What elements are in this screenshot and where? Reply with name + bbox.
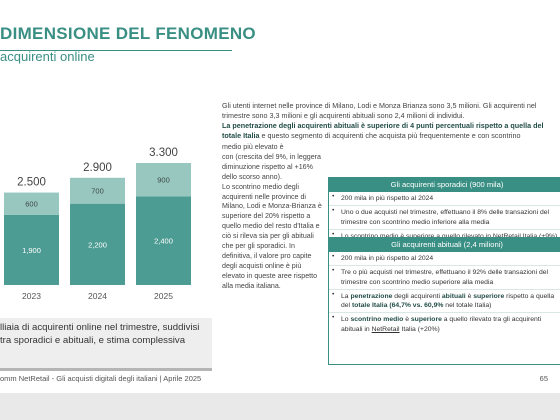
footer-source: omm NetRetail - Gli acquisti digitali degli italiani | Aprile 2025 <box>0 374 202 383</box>
chart-caption-box <box>0 318 212 371</box>
habitual-item-4-d: superiore <box>410 316 442 324</box>
habitual-item-4-e: a quello rilevato tra gli acquirenti abituali in <box>341 316 542 333</box>
habitual-item-3-c: degli acquirenti <box>392 292 442 300</box>
habitual-item-4-c: è <box>403 316 411 324</box>
growth-line-1: medio più elevato è <box>222 143 284 151</box>
page-number: 65 <box>539 374 548 383</box>
intro-line-3: La penetrazione degli acquirenti abituali è superiore di 4 punti percentuali rispetto a quella del <box>222 121 544 130</box>
habitual-item-3-f: superiore <box>473 292 505 300</box>
sporadic-buyers-header: Gli acquirenti sporadici (900 mila) <box>329 178 560 192</box>
bar-value-label-2023-0: 1,900 <box>22 245 41 255</box>
intro-line-4-bold: totale Italia <box>222 131 260 140</box>
growth-line-4: Lo scontrino medio degli acquirenti nelle province di Milano, Lodi e Monza-Brianza è superiore del 20% rispetto a quello medio del resto d'Italia e ciò si rileva sia per gli abituali che per gli sporadici. In definitiva, il valore pro capite degli acquisti online è più elevato in queste aree rispetto alla media italiana. <box>222 182 322 290</box>
x-tick-label-2025: 2025 <box>154 291 173 301</box>
stacked-bar-chart <box>0 120 200 315</box>
bar-total-label-2024: 2.900 <box>83 161 112 174</box>
page-subtitle: acquirenti online <box>0 49 95 64</box>
habitual-item-1: • 200 mila in più rispetto al 2024 <box>329 252 560 266</box>
bar-value-label-2023-1: 600 <box>25 199 38 209</box>
habitual-item-4-g: Italia (+20%) <box>399 325 440 333</box>
bar-value-label-2025-1: 900 <box>157 175 170 185</box>
intro-text <box>222 101 560 141</box>
bar-value-label-2024-1: 700 <box>91 186 104 196</box>
habitual-item-3-i: nel totale Italia) <box>443 302 492 310</box>
chart-caption: lliaia di acquirenti online nel trimestre, suddivisi tra sporadici e abituali, e stima complessiva <box>0 322 200 346</box>
habitual-item-4 <box>329 313 560 336</box>
habitual-item-3-a: La <box>341 292 351 300</box>
x-tick-label-2024: 2024 <box>88 291 107 301</box>
sporadic-item-2: • Uno o due acquisti nel trimestre, effettuano il 8% delle transazioni del trimestre con scontrino medio inferiore alla media <box>329 206 560 230</box>
bottom-strip <box>0 393 560 420</box>
habitual-item-3-g: rispetto a quella del <box>341 292 555 310</box>
bar-value-label-2025-0: 2,400 <box>154 236 173 246</box>
bar-total-label-2023: 2.500 <box>17 176 46 189</box>
growth-text <box>222 143 322 292</box>
habitual-item-2: • Tre o più acquisti nel trimestre, effettuano il 92% delle transazioni del trimestre con scontrino medio superiore alla media <box>329 266 560 290</box>
habitual-item-4-b: scontrino medio <box>350 316 404 324</box>
habitual-netretail-link: NetRetail <box>371 325 400 333</box>
habitual-item-3-b: penetrazione <box>350 292 393 300</box>
intro-line-1: Gli utenti internet nelle province di Milano, Lodi e Monza Brianza sono 3,5 milioni. Gli acquirenti nel <box>222 101 537 110</box>
growth-line-3: con (crescita del 9%, in leggera diminuzione rispetto al +16% dello scorso anno). <box>222 152 321 181</box>
x-tick-label-2023: 2023 <box>22 291 41 301</box>
sporadic-item-1: • 200 mila in più rispetto al 2024 <box>329 192 560 206</box>
page-title: DIMENSIONE DEL FENOMENO <box>0 24 256 43</box>
bar-value-label-2024-0: 2,200 <box>88 240 107 250</box>
habitual-item-3-e: è <box>465 292 474 300</box>
footer <box>0 374 548 384</box>
intro-line-2: trimestre sono 3,3 milioni e gli acquirenti abituali sono 2,4 milioni di individui. <box>222 111 465 120</box>
habitual-item-3 <box>329 290 560 314</box>
sporadic-buyers-box <box>328 177 560 244</box>
habitual-item-3-d: abituali <box>441 292 466 300</box>
habitual-buyers-box <box>328 237 560 365</box>
habitual-buyers-header: Gli acquirenti abituali (2,4 milioni) <box>329 238 560 252</box>
intro-line-4-rest: e questo segmento di acquirenti che acquista più frequentemente e con scontrino <box>259 131 521 140</box>
habitual-item-4-a: Lo <box>341 316 351 324</box>
bar-total-label-2025: 3.300 <box>149 147 178 159</box>
habitual-item-3-h: totale Italia (64,7% vs. 60,9% <box>351 302 444 310</box>
